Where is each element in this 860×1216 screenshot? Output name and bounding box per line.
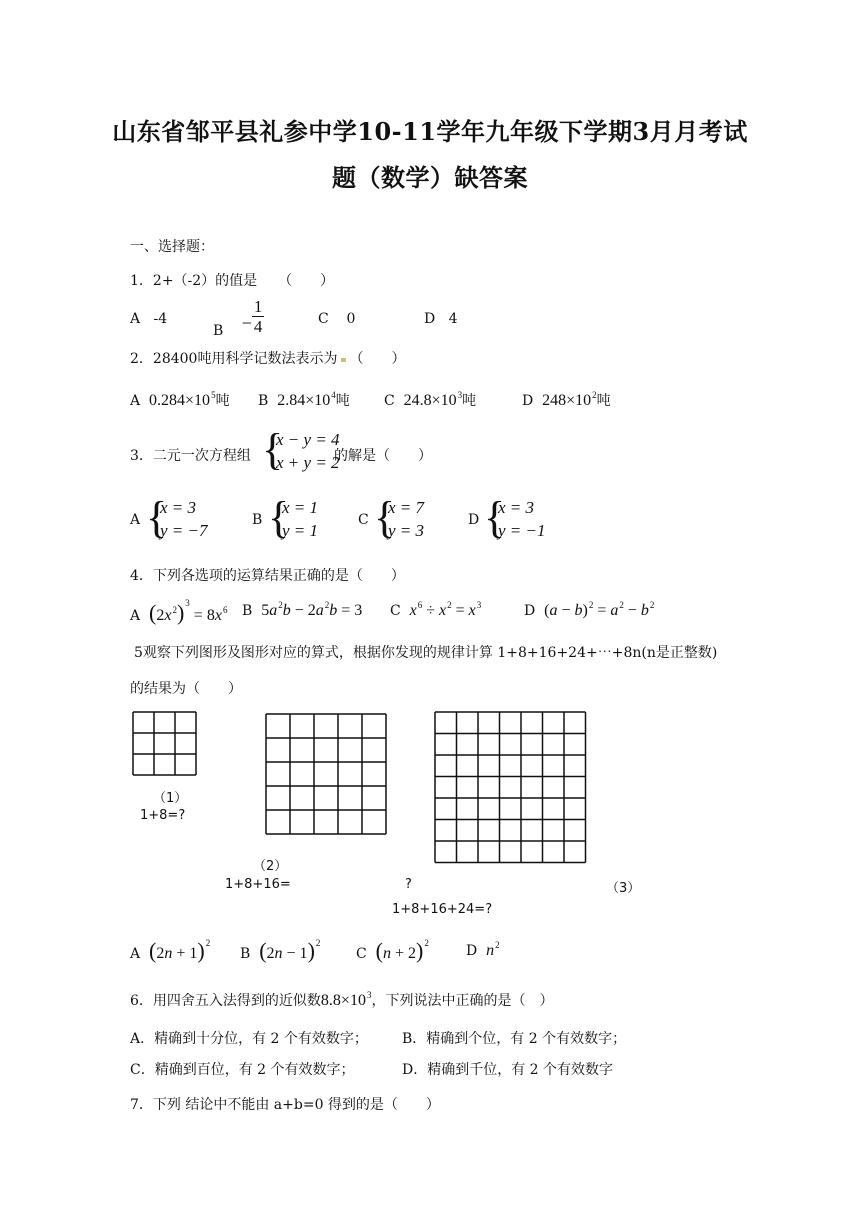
q2-option-d: D $248\times 10^2$吨 <box>522 390 611 409</box>
q3-stem-post: 的解是（ ） <box>334 448 432 464</box>
q3-option-d-label: D <box>468 512 480 528</box>
q1-option-c: C 0 <box>318 311 356 327</box>
doc-title-line1: 山东省邹平县礼参中学10-11学年九年级下学期3月月考试 <box>112 117 748 146</box>
grid-7x7 <box>435 712 586 863</box>
q6-option-b: B．精确到个位，有 2 个有效数字； <box>402 1031 627 1047</box>
figure-2-formula: 1+8+16= <box>225 877 291 892</box>
q5-option-d: D $n^2$ <box>466 940 500 959</box>
q3-equation-system: { x − y = 4 x + y = 2 <box>262 425 340 474</box>
grid-figures <box>0 700 860 930</box>
q6-option-c: C．精确到百位，有 2 个有效数字； <box>130 1062 355 1078</box>
section-heading: 一、选择题： <box>130 239 214 255</box>
figure-3-caption: （3） <box>606 881 641 896</box>
q6-option-a: A．精确到十分位，有 2 个有效数字； <box>130 1031 368 1047</box>
q4-option-a: A $(2x^2)^3 = 8x^6$ <box>130 598 228 625</box>
figure-1-caption: （1） <box>153 791 188 806</box>
q5-stem-line1: 5观察下列图形及图形对应的算式，根据你发现的规律计算 1+8+16+24+⋯+8n(n是正整数) <box>134 645 718 661</box>
q1-option-d: D 4 <box>424 311 458 327</box>
q3-stem-pre: 3．二元一次方程组 <box>130 448 251 464</box>
q7-stem: 7．下列 结论中不能由 a+b=0 得到的是（ ） <box>130 1097 440 1113</box>
grid-5x5 <box>266 714 386 834</box>
q4-option-c: C $x^6 \div x^2 = x^3$ <box>390 600 482 619</box>
q1-stem: 1．2+（-2）的值是 （ ） <box>130 273 335 289</box>
q2-option-a: A $0.284\times 10^5$吨 <box>130 390 230 409</box>
q2-option-c: C $24.8\times 10^3$吨 <box>384 390 477 409</box>
doc-title-line2: 题（数学）缺答案 <box>332 163 528 192</box>
q5-option-b: B $(2n - 1)^2$ <box>240 938 321 963</box>
q3-option-a: { x = 3 y = −7 <box>146 493 208 542</box>
figure-2-caption: （2） <box>253 859 288 874</box>
q6-option-d: D．精确到千位，有 2 个有效数字 <box>402 1062 614 1078</box>
q2-option-b: B $2.84\times 10^4$吨 <box>258 390 350 409</box>
q4-option-b: B $5a^2b - 2a^2b = 3$ <box>242 600 363 619</box>
q3-option-b: { x = 1 y = 1 <box>268 493 319 542</box>
fraction: $\frac{1}{4}$ <box>253 297 263 336</box>
q2-stem: 2．28400吨用科学记数法表示为 （ ） <box>130 351 406 367</box>
q6-stem: 6．用四舍五入法得到的近似数$8.8\times 10^3$，下列说法中正确的是（ ） <box>130 990 554 1009</box>
q4-option-d: D $(a - b)^2 = a^2 - b^2$ <box>524 600 655 619</box>
q3-option-c: { x = 7 y = 3 <box>374 493 425 542</box>
figure-2-question: ? <box>405 877 412 892</box>
q1-option-a: A -4 <box>130 311 168 327</box>
q3-option-d: { x = 3 y = −1 <box>484 493 546 542</box>
figure-1-formula: 1+8=? <box>140 808 186 823</box>
q3-option-c-label: C <box>358 512 369 528</box>
q3-option-b-label: B <box>252 512 263 528</box>
q4-stem: 4．下列各选项的运算结果正确的是（ ） <box>130 568 405 584</box>
figure-3-formula: 1+8+16+24=? <box>392 902 493 917</box>
q5-option-a: A $(2n + 1)^2$ <box>130 938 211 963</box>
q1-option-b: B − $\frac{1}{4}$ <box>213 297 263 339</box>
q3-option-a-label: A <box>130 512 141 528</box>
q5-stem-line2: 的结果为（ ） <box>130 681 242 697</box>
grid-3x3 <box>133 712 196 775</box>
q5-option-c: C $(n + 2)^2$ <box>356 938 429 963</box>
